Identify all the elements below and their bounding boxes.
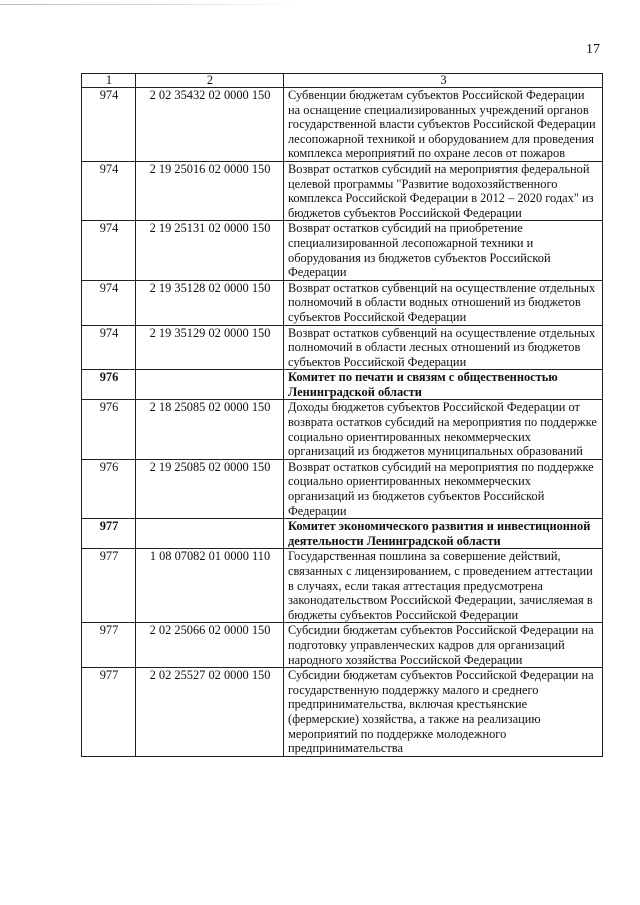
description-cell: Возврат остатков субсидий на мероприятия по поддержке социально ориентированных некоммерческих организаций из бюджетов субъектов Российской Федерации: [284, 459, 603, 518]
committee-name-cell: Комитет по печати и связям с общественностью Ленинградской области: [284, 370, 603, 400]
table-row: [82, 400, 603, 459]
column-header-2: 2: [136, 74, 284, 88]
table-row: [82, 623, 603, 668]
budget-code-cell: 2 19 35128 02 0000 150: [136, 280, 284, 325]
description-cell: Государственная пошлина за совершение действий, связанных с лицензированием, с проведением аттестации в случаях, если такая аттестация предусмотрена законодательством Российской Федерации, зачисляемая в бюджеты субъектов Российской Федерации: [284, 549, 603, 623]
committee-heading-row: [82, 519, 603, 549]
description-cell: Доходы бюджетов субъектов Российской Федерации от возврата остатков субсидий на мероприятия по поддержке социально ориентированных некоммерческих организаций из бюджетов муниципальных образований: [284, 400, 603, 459]
table-row: [82, 280, 603, 325]
budget-code-cell: 2 18 25085 02 0000 150: [136, 400, 284, 459]
scan-artifact-line: [0, 4, 300, 5]
description-cell: Возврат остатков субвенций на осуществление отдельных полномочий в области лесных отношений из бюджетов субъектов Российской Федерации: [284, 325, 603, 370]
admin-code-cell: 977: [82, 623, 136, 668]
column-header-3: 3: [284, 74, 603, 88]
revenue-codes-table: [81, 73, 603, 757]
table-row: [82, 325, 603, 370]
table-row: [82, 88, 603, 162]
budget-code-cell: 2 02 35432 02 0000 150: [136, 88, 284, 162]
table-row: [82, 221, 603, 280]
budget-code-cell: 2 19 25131 02 0000 150: [136, 221, 284, 280]
admin-code-cell: 974: [82, 280, 136, 325]
admin-code-cell: 974: [82, 325, 136, 370]
admin-code-cell: 976: [82, 370, 136, 400]
description-cell: Возврат остатков субвенций на осуществление отдельных полномочий в области водных отношений из бюджетов субъектов Российской Федерации: [284, 280, 603, 325]
budget-code-cell: 2 02 25527 02 0000 150: [136, 668, 284, 757]
admin-code-cell: 976: [82, 400, 136, 459]
description-cell: Возврат остатков субсидий на мероприятия федеральной целевой программы "Развитие водохозяйственного комплекса Российской Федерации в 2012 – 2020 годах" из бюджетов субъектов Российской Федерации: [284, 161, 603, 220]
budget-code-cell: 2 19 35129 02 0000 150: [136, 325, 284, 370]
table-row: [82, 459, 603, 518]
budget-code-cell: 2 19 25016 02 0000 150: [136, 161, 284, 220]
admin-code-cell: 977: [82, 668, 136, 757]
admin-code-cell: 976: [82, 459, 136, 518]
committee-name-cell: Комитет экономического развития и инвестиционной деятельности Ленинградской области: [284, 519, 603, 549]
admin-code-cell: 974: [82, 88, 136, 162]
budget-code-cell: 2 19 25085 02 0000 150: [136, 459, 284, 518]
committee-heading-row: [82, 370, 603, 400]
column-header-1: 1: [82, 74, 136, 88]
budget-code-cell: [136, 519, 284, 549]
admin-code-cell: 977: [82, 519, 136, 549]
budget-code-cell: [136, 370, 284, 400]
table-row: [82, 668, 603, 757]
description-cell: Возврат остатков субсидий на приобретение специализированной лесопожарной техники и оборудования из бюджетов субъектов Российской Федерации: [284, 221, 603, 280]
description-cell: Субвенции бюджетам субъектов Российской Федерации на оснащение специализированных учреждений органов государственной власти субъектов Российской Федерации лесопожарной техникой и оборудованием для проведения комплекса мероприятий по охране лесов от пожаров: [284, 88, 603, 162]
budget-code-cell: 2 02 25066 02 0000 150: [136, 623, 284, 668]
admin-code-cell: 974: [82, 221, 136, 280]
table-row: [82, 549, 603, 623]
table-row: [82, 161, 603, 220]
budget-code-cell: 1 08 07082 01 0000 110: [136, 549, 284, 623]
table-body: [82, 88, 603, 757]
description-cell: Субсидии бюджетам субъектов Российской Федерации на государственную поддержку малого и среднего предпринимательства, включая крестьянские (фермерские) хозяйства, а также на реализацию мероприятий по поддержке молодежного предпринимательства: [284, 668, 603, 757]
page-number: 17: [586, 42, 600, 57]
header-row: [82, 74, 603, 88]
admin-code-cell: 974: [82, 161, 136, 220]
admin-code-cell: 977: [82, 549, 136, 623]
table-header: [82, 74, 603, 88]
description-cell: Субсидии бюджетам субъектов Российской Федерации на подготовку управленческих кадров для организаций народного хозяйства Российской Федерации: [284, 623, 603, 668]
